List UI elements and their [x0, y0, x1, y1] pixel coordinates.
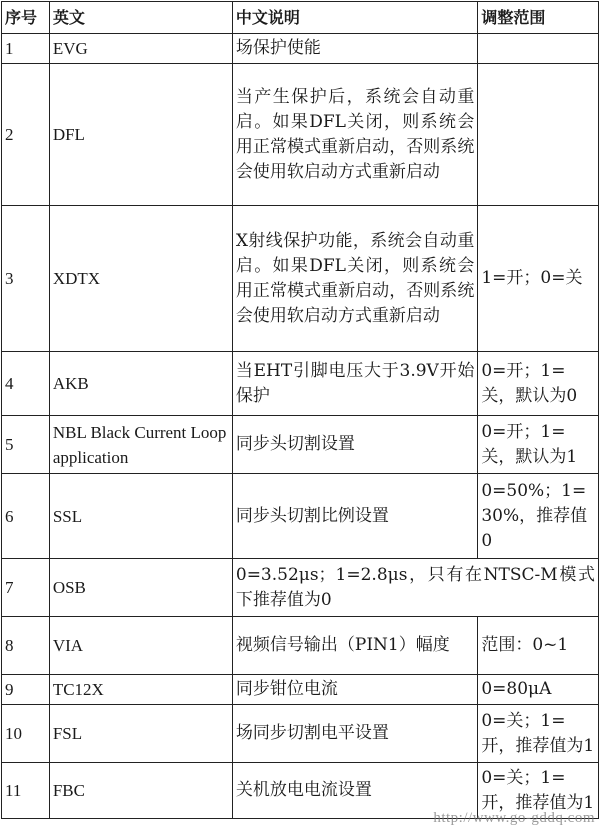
row-description: X射线保护功能，系统会自动重启。如果DFL关闭，则系统会用正常模式重新启动，否则系统会使用软启动方式重新启动 [232, 206, 477, 352]
row-description: 关机放电电流设置 [232, 763, 477, 819]
row-index: 7 [2, 559, 50, 617]
table-row [2, 206, 599, 352]
row-description: 场保护使能 [232, 34, 477, 64]
row-index: 2 [2, 64, 50, 206]
row-description: 视频信号输出（PIN1）幅度 [232, 617, 477, 675]
row-index: 11 [2, 763, 50, 819]
row-english: SSL [49, 474, 232, 559]
row-english: OSB [49, 559, 232, 617]
row-range: 0=关；1=开，推荐值为1 [478, 763, 599, 819]
row-index: 3 [2, 206, 50, 352]
row-english: VIA [49, 617, 232, 675]
row-description: 同步钳位电流 [232, 675, 477, 705]
table-row [2, 474, 599, 559]
row-description: 场同步切割电平设置 [232, 705, 477, 763]
row-english: AKB [49, 352, 232, 416]
row-range: 0=开；1=关，默认为0 [478, 352, 599, 416]
row-index: 8 [2, 617, 50, 675]
row-english: XDTX [49, 206, 232, 352]
row-range: 范围：0~1 [478, 617, 599, 675]
row-description: 同步头切割设置 [232, 416, 477, 474]
row-english: FSL [49, 705, 232, 763]
table-row [2, 416, 599, 474]
row-range: 0=开；1=关，默认为1 [478, 416, 599, 474]
row-index: 4 [2, 352, 50, 416]
row-english: TC12X [49, 675, 232, 705]
table-row [2, 559, 599, 617]
row-range: 0=50%；1=30%，推荐值0 [478, 474, 599, 559]
table-row [2, 64, 599, 206]
table-row [2, 352, 599, 416]
row-range [478, 34, 599, 64]
row-index: 10 [2, 705, 50, 763]
header-english: 英文 [49, 2, 232, 34]
row-range: 0=80μA [478, 675, 599, 705]
table-row [2, 675, 599, 705]
row-index: 1 [2, 34, 50, 64]
row-index: 6 [2, 474, 50, 559]
table-header-row [2, 2, 599, 34]
row-range: 1=开；0=关 [478, 206, 599, 352]
row-index: 5 [2, 416, 50, 474]
table-row [2, 617, 599, 675]
row-index: 9 [2, 675, 50, 705]
row-range [478, 64, 599, 206]
row-description: 当产生保护后，系统会自动重启。如果DFL关闭，则系统会用正常模式重新启动，否则系统会使用软启动方式重新启动 [232, 64, 477, 206]
row-description: 同步头切割比例设置 [232, 474, 477, 559]
watermark-url: http://www.go-gddq.com [433, 810, 595, 826]
header-adjust-range: 调整范围 [478, 2, 599, 34]
table-row [2, 34, 599, 64]
row-english: NBL Black Current Loop application [49, 416, 232, 474]
row-english: DFL [49, 64, 232, 206]
row-english: FBC [49, 763, 232, 819]
row-description: 当EHT引脚电压大于3.9V开始保护 [232, 352, 477, 416]
row-description: 0=3.52μs；1=2.8μs，只有在NTSC-M模式下推荐值为0 [232, 559, 598, 617]
parameter-table [1, 1, 599, 819]
header-chinese-description: 中文说明 [232, 2, 477, 34]
row-english: EVG [49, 34, 232, 64]
table-row [2, 705, 599, 763]
header-index: 序号 [2, 2, 50, 34]
row-range: 0=关；1=开，推荐值为1 [478, 705, 599, 763]
